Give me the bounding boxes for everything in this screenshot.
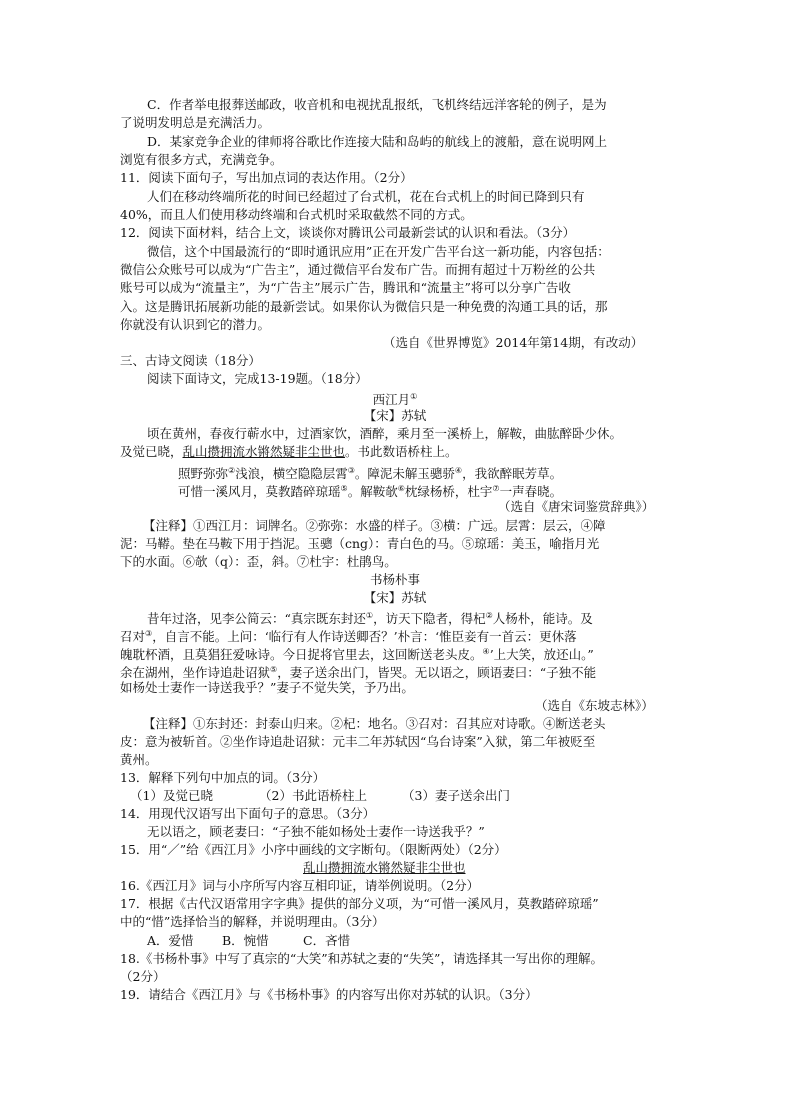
poem-author: 【宋】苏轼 — [363, 408, 427, 423]
section-3-instructions: 阅读下面诗文，完成13-19题。（18分） — [147, 371, 368, 386]
prose-title: 书杨朴事 — [369, 572, 420, 587]
question-17-option-a: A．爱惜 — [147, 933, 194, 948]
question-11-text-1: 人们在移动终端所花的时间已经超过了台式机，花在台式机上的时间已降到只有 — [147, 189, 585, 204]
question-15: 15．用“／”给《西江月》小序中画线的文字断句。（限断两处）（2分） — [120, 842, 507, 857]
prose-line1: 昔年过洛，见李公简云：“真宗既东封还①，访天下隐者，得杞②人杨朴，能诗。及 — [147, 611, 593, 627]
prose-author: 【宋】苏轼 — [363, 590, 427, 605]
question-14: 14．用现代汉语写出下面句子的意思。（3分） — [120, 806, 376, 821]
prose-line3: 魄耽杯酒，且莫猖狂爱咏诗。今日捉将官里去，这回断送老头皮。④’上大笑，放还山。” — [120, 647, 594, 663]
question-18-line2: （2分） — [120, 969, 166, 984]
question-17-line1: 17．根据《古代汉语常用字字典》提供的部分义项，为“可惜一溪风月，莫教踏碎琼瑶” — [120, 896, 599, 911]
section-3-heading: 三、古诗文阅读（18分） — [120, 353, 261, 368]
question-11: 11．阅读下面句子，写出加点词的表达作用。（2分） — [120, 170, 413, 185]
preface-line2: 及觉已晓，乱山攒拥流水锵然疑非尘世也。书此数语桥柱上。 — [120, 444, 458, 459]
underlined-preface-text: 乱山攒拥流水锵然疑非尘世也 — [182, 444, 346, 459]
prose-notes-line2: 皮：意为被斩首。②坐作诗追赴诏狱：元丰二年苏轼因“乌台诗案”入狱，第二年被贬至 — [120, 734, 596, 749]
question-13-item-1: （1）及觉已晓 — [130, 788, 213, 803]
prose-line4: 余在湖州，坐作诗追赴诏狱⑤，妻子送余出门，皆哭。无以语之，顾语妻曰：“子独不能 — [120, 665, 597, 681]
question-19: 19．请结合《西江月》与《书杨朴事》的内容写出你对苏轼的认识。（3分） — [120, 987, 538, 1002]
question-15-text: 乱山攒拥流水锵然疑非尘世也 — [303, 860, 466, 875]
prose-line5: 如杨处士妻作一诗送我乎？”妻子不觉失笑，予乃出。 — [120, 680, 414, 695]
prose-line2: 召对③，自言不能。上问：‘临行有人作诗送卿否？’朴言：‘惟臣妾有一首云：更休落 — [120, 629, 577, 645]
poem-line1: 照野弥弥②浅浪，横空隐隐层霄③。障泥未解玉骢骄④，我欲醉眠芳草。 — [178, 466, 563, 482]
poem-notes-line2: 泥：马鞯。垫在马鞍下用于挡泥。玉骢（cng）：青白色的马。⑤琼瑶：美玉，喻指月光 — [120, 536, 600, 551]
option-d-line2: 浏览有很多方式，充满竞争。 — [120, 152, 283, 167]
question-12: 12．阅读下面材料，结合上文，谈谈你对腾讯公司最新尝试的认识和看法。（3分） — [120, 225, 576, 240]
question-17-option-c: C．吝惜 — [303, 933, 351, 948]
option-c-line2: 了说明发明总是充满活力。 — [120, 115, 271, 130]
poem-source: （选自《唐宋词鉴赏辞典》） — [498, 499, 655, 514]
question-11-text-2: 40%，而且人们使用移动终端和台式机时采取截然不同的方式。 — [120, 207, 473, 222]
option-d-line1: D．某家竞争企业的律师将谷歌比作连接大陆和岛屿的航线上的渡船，意在说明网上 — [147, 134, 608, 149]
option-c-line1: C．作者举电报葬送邮政，收音机和电视扰乱报纸，飞机终结远洋客轮的例子，是为 — [147, 97, 607, 112]
prose-notes-line3: 黄州。 — [120, 752, 158, 767]
question-13: 13．解释下列句中加点的词。（3分） — [120, 770, 326, 785]
question-12-material-2: 微信公众账号可以成为“广告主”，通过微信平台发布广告。而拥有超过十万粉丝的公共 — [120, 262, 596, 277]
poem-notes-line3: 下的水面。⑥欹（q）：歪，斜。⑦杜宇：杜鹃鸟。 — [120, 554, 397, 569]
prose-notes-line1: 【注释】①东封还：封泰山归来。②杞：地名。③召对：召其应对诗歌。④断送老头 — [143, 716, 606, 731]
question-17-line2: 中的“惜”选择恰当的解释，并说明理由。（3分） — [120, 914, 385, 929]
poem-notes-line1: 【注释】①西江月：词牌名。②弥弥：水盛的样子。③横：广远。层霄：层云，④障 — [143, 518, 606, 533]
question-18-line1: 18.《书杨朴事》中写了真宗的“大笑”和苏轼之妻的“失笑”，请选择其一写出你的理解。 — [120, 951, 603, 966]
question-14-sentence: 无以语之，顾老妻曰：“子独不能如杨处士妻作一诗送我乎？” — [147, 824, 485, 839]
poem-line2: 可惜一溪风月，莫教踏碎琼瑶⑤。解鞍欹⑥枕绿杨桥，杜宇⑦一声春晓。 — [178, 484, 563, 500]
question-13-item-3: （3）妻子送余出门 — [402, 788, 510, 803]
prose-source: （选自《东坡志林》） — [535, 698, 654, 713]
question-17-option-b: B．惋惜 — [222, 933, 269, 948]
question-12-material-1: 微信，这个中国最流行的“即时通讯应用”正在开发广告平台这一新功能，内容包括： — [147, 244, 610, 259]
question-12-material-4: 入。这是腾讯拓展新功能的最新尝试。如果你认为微信只是一种免费的沟通工具的话，那 — [120, 299, 608, 314]
question-16: 16.《西江月》词与小序所写内容互相印证，请举例说明。（2分） — [120, 878, 480, 893]
question-13-item-2: （2）书此语桥柱上 — [259, 788, 367, 803]
question-12-material-5: 你就没有认识到它的潜力。 — [120, 317, 271, 332]
source-citation: （选自《世界博览》2014年第14期，有改动） — [383, 335, 644, 350]
question-12-material-3: 账号可以成为“流量主”，为“广告主”展示广告，腾讯和“流量主”将可以分享广告收 — [120, 280, 571, 295]
poem-title: 西江月① — [372, 392, 418, 408]
preface-line1: 顷在黄州，春夜行蕲水中，过酒家饮，酒醉，乘月至一溪桥上，解鞍，曲肱醉卧少休。 — [147, 426, 623, 441]
